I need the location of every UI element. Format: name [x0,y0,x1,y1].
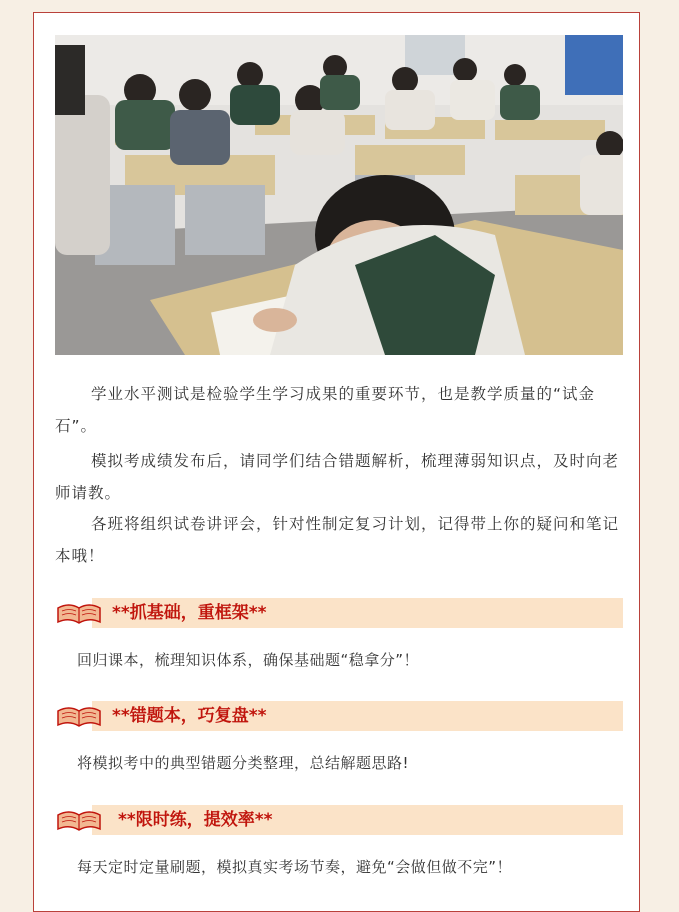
open-book-icon [54,805,104,835]
intro-paragraph-1: 学业水平测试是检验学生学习成果的重要环节，也是教学质量的“试金石”。 [55,385,596,435]
section-title: **错题本，巧复盘** [112,706,267,726]
classroom-photo [55,35,623,355]
open-book-icon [54,598,104,628]
section-text: 将模拟考中的典型错题分类整理，总结解题思路! [77,754,410,772]
section-title: **抓基础，重框架** [112,603,267,623]
intro-paragraph-3: 各班将组织试卷讲评会，针对性制定复习计划，记得带上你的疑问和笔记本哦！ [55,515,620,565]
section-text: 每天定时定量刷题，模拟真实考场节奏，避免“会做但做不完”！ [77,858,513,876]
section-title: **限时练，提效率** [118,810,273,830]
intro-paragraph-2: 模拟考成绩发布后，请同学们结合错题解析，梳理薄弱知识点，及时向老师请教。 [55,452,620,502]
section-text: 回归课本，梳理知识体系，确保基础题“稳拿分”！ [77,651,420,669]
open-book-icon [54,701,104,731]
